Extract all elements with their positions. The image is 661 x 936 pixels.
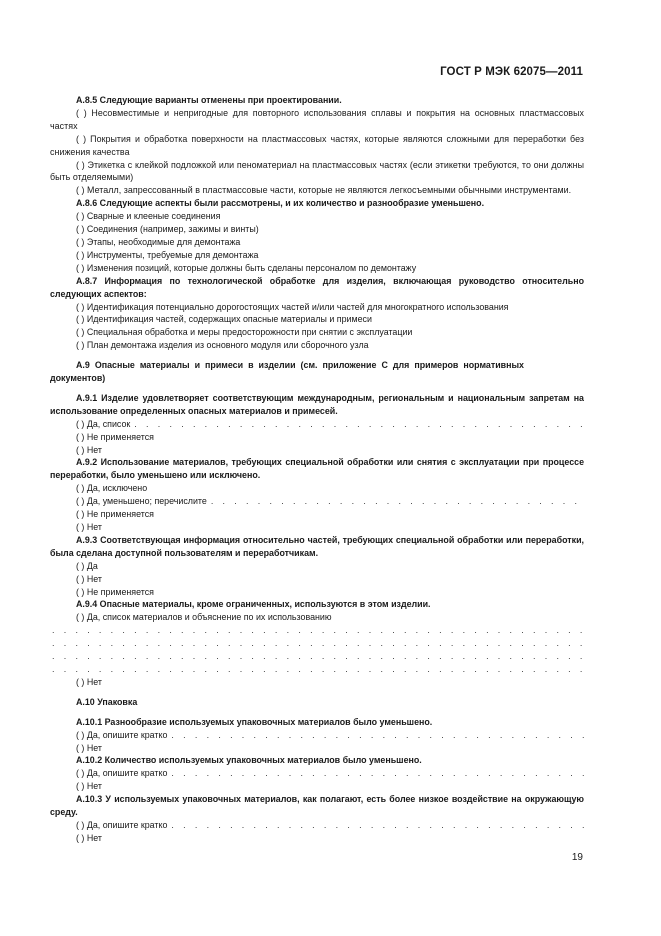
heading-a92: А.9.2 Использование материалов, требующих специальной обработки или снятия с эксплуатации при процессе переработки, было уменьшено или исключено. <box>50 457 584 481</box>
heading-a86: А.8.6 Следующие аспекты были рассмотрены, и их количество и разнообразие уменьшено. <box>76 198 485 209</box>
heading-a9: А.9 Опасные материалы и примеси в изделии (см. приложение С для примеров нормативных документов) <box>50 360 524 384</box>
option-yes-describe[interactable] <box>50 819 584 832</box>
dotted-fill-line[interactable] <box>50 637 584 650</box>
option-label: ( ) Да, опишите кратко <box>76 819 168 830</box>
option-yes-list[interactable] <box>50 418 584 431</box>
dotted-fill-line[interactable] <box>171 767 584 780</box>
option-item[interactable]: ( ) Соединения (например, зажимы и винты) <box>76 224 259 235</box>
option-no[interactable]: ( ) Нет <box>76 573 102 584</box>
page-header: ГОСТ Р МЭК 62075—2011 <box>440 66 583 78</box>
option-no[interactable]: ( ) Нет <box>76 676 102 687</box>
dotted-fill-line[interactable] <box>50 663 584 676</box>
option-not-applicable[interactable]: ( ) Не применяется <box>76 431 154 442</box>
option-item[interactable]: ( ) План демонтажа изделия из основного модуля или сборочного узла <box>76 340 369 351</box>
option-yes[interactable]: ( ) Да <box>76 560 98 571</box>
heading-a94: А.9.4 Опасные материалы, кроме ограниченных, используются в этом изделии. <box>76 599 431 610</box>
option-no[interactable]: ( ) Нет <box>76 742 102 753</box>
dotted-fill-line[interactable] <box>211 495 584 508</box>
heading-a102: А.10.2 Количество используемых упаковочных материалов было уменьшено. <box>76 755 422 766</box>
page-content <box>50 94 584 845</box>
option-reduced-list[interactable] <box>50 495 584 508</box>
option-no[interactable]: ( ) Нет <box>76 832 102 843</box>
option-yes-list[interactable]: ( ) Да, список материалов и объяснение по их использованию <box>76 612 332 623</box>
option-item[interactable]: ( ) Сварные и клееные соединения <box>76 211 221 222</box>
heading-a91: А.9.1 Изделие удовлетворяет соответствующим международным, региональным и национальным запретам на использование определенных опасных материалов и примесей. <box>50 392 584 416</box>
option-label: ( ) Да, опишите кратко <box>76 768 168 779</box>
option-label: ( ) Да, список <box>76 418 131 429</box>
heading-a87: А.8.7 Информация по технологической обработке для изделия, включающая руководство относительно следующих аспектов: <box>50 275 584 299</box>
option-label: ( ) Да, уменьшено; перечислите <box>76 496 207 507</box>
dotted-fill-line[interactable] <box>171 819 584 832</box>
dotted-fill-line[interactable] <box>50 624 584 637</box>
dotted-fill-line[interactable] <box>50 650 584 663</box>
heading-a10: А.10 Упаковка <box>76 696 138 707</box>
option-item[interactable]: ( ) Покрытия и обработка поверхности на пластмассовых частях, которые являются сложными для переработки без снижения качества <box>50 133 584 157</box>
option-item[interactable]: ( ) Идентификация потенциально дорогостоящих частей и/или частей для многократного использования <box>76 301 509 312</box>
option-yes-describe[interactable] <box>50 767 584 780</box>
option-no[interactable]: ( ) Нет <box>76 522 102 532</box>
option-item[interactable]: ( ) Идентификация частей, содержащих опасные материалы и примеси <box>76 314 372 325</box>
option-item[interactable]: ( ) Специальная обработка и меры предосторожности при снятии с эксплуатации <box>76 327 413 338</box>
heading-a93: А.9.3 Соответствующая информация относительно частей, требующих специальной обработки или переработки, была сделана доступной пользователям и переработчикам. <box>50 534 584 558</box>
option-label: ( ) Да, опишите кратко <box>76 729 168 740</box>
option-no[interactable]: ( ) Нет <box>76 444 102 455</box>
option-item[interactable]: ( ) Несовместимые и непригодные для повторного использования сплавы и покрытия на основных пластмассовых частях <box>50 107 584 131</box>
dotted-fill-line[interactable] <box>171 729 584 742</box>
page-number: 19 <box>571 852 583 863</box>
heading-a85: А.8.5 Следующие варианты отменены при проектировании. <box>76 95 342 105</box>
option-excluded[interactable]: ( ) Да, исключено <box>76 483 148 494</box>
option-item[interactable]: ( ) Металл, запрессованный в пластмассовые части, которые не являются легкосъемными обычными инструментами. <box>76 185 572 196</box>
option-not-applicable[interactable]: ( ) Не применяется <box>76 509 154 520</box>
option-not-applicable[interactable]: ( ) Не применяется <box>76 586 154 597</box>
heading-a103: А.10.3 У используемых упаковочных материалов, как полагают, есть более низкое воздействие на окружающую среду. <box>50 794 584 818</box>
option-yes-describe[interactable] <box>50 729 584 742</box>
option-item[interactable]: ( ) Этикетка с клейкой подложкой или пеноматериал на пластмассовых частях (если этикетки требуются, то они должны быть отделяемыми) <box>50 159 584 183</box>
option-item[interactable]: ( ) Изменения позиций, которые должны быть сделаны персоналом по демонтажу <box>76 262 417 273</box>
option-item[interactable]: ( ) Инструменты, требуемые для демонтажа <box>76 249 259 260</box>
heading-a101: А.10.1 Разнообразие используемых упаковочных материалов было уменьшено. <box>76 716 433 727</box>
option-no[interactable]: ( ) Нет <box>76 781 102 792</box>
option-item[interactable]: ( ) Этапы, необходимые для демонтажа <box>76 236 241 247</box>
dotted-fill-line[interactable] <box>134 418 584 431</box>
